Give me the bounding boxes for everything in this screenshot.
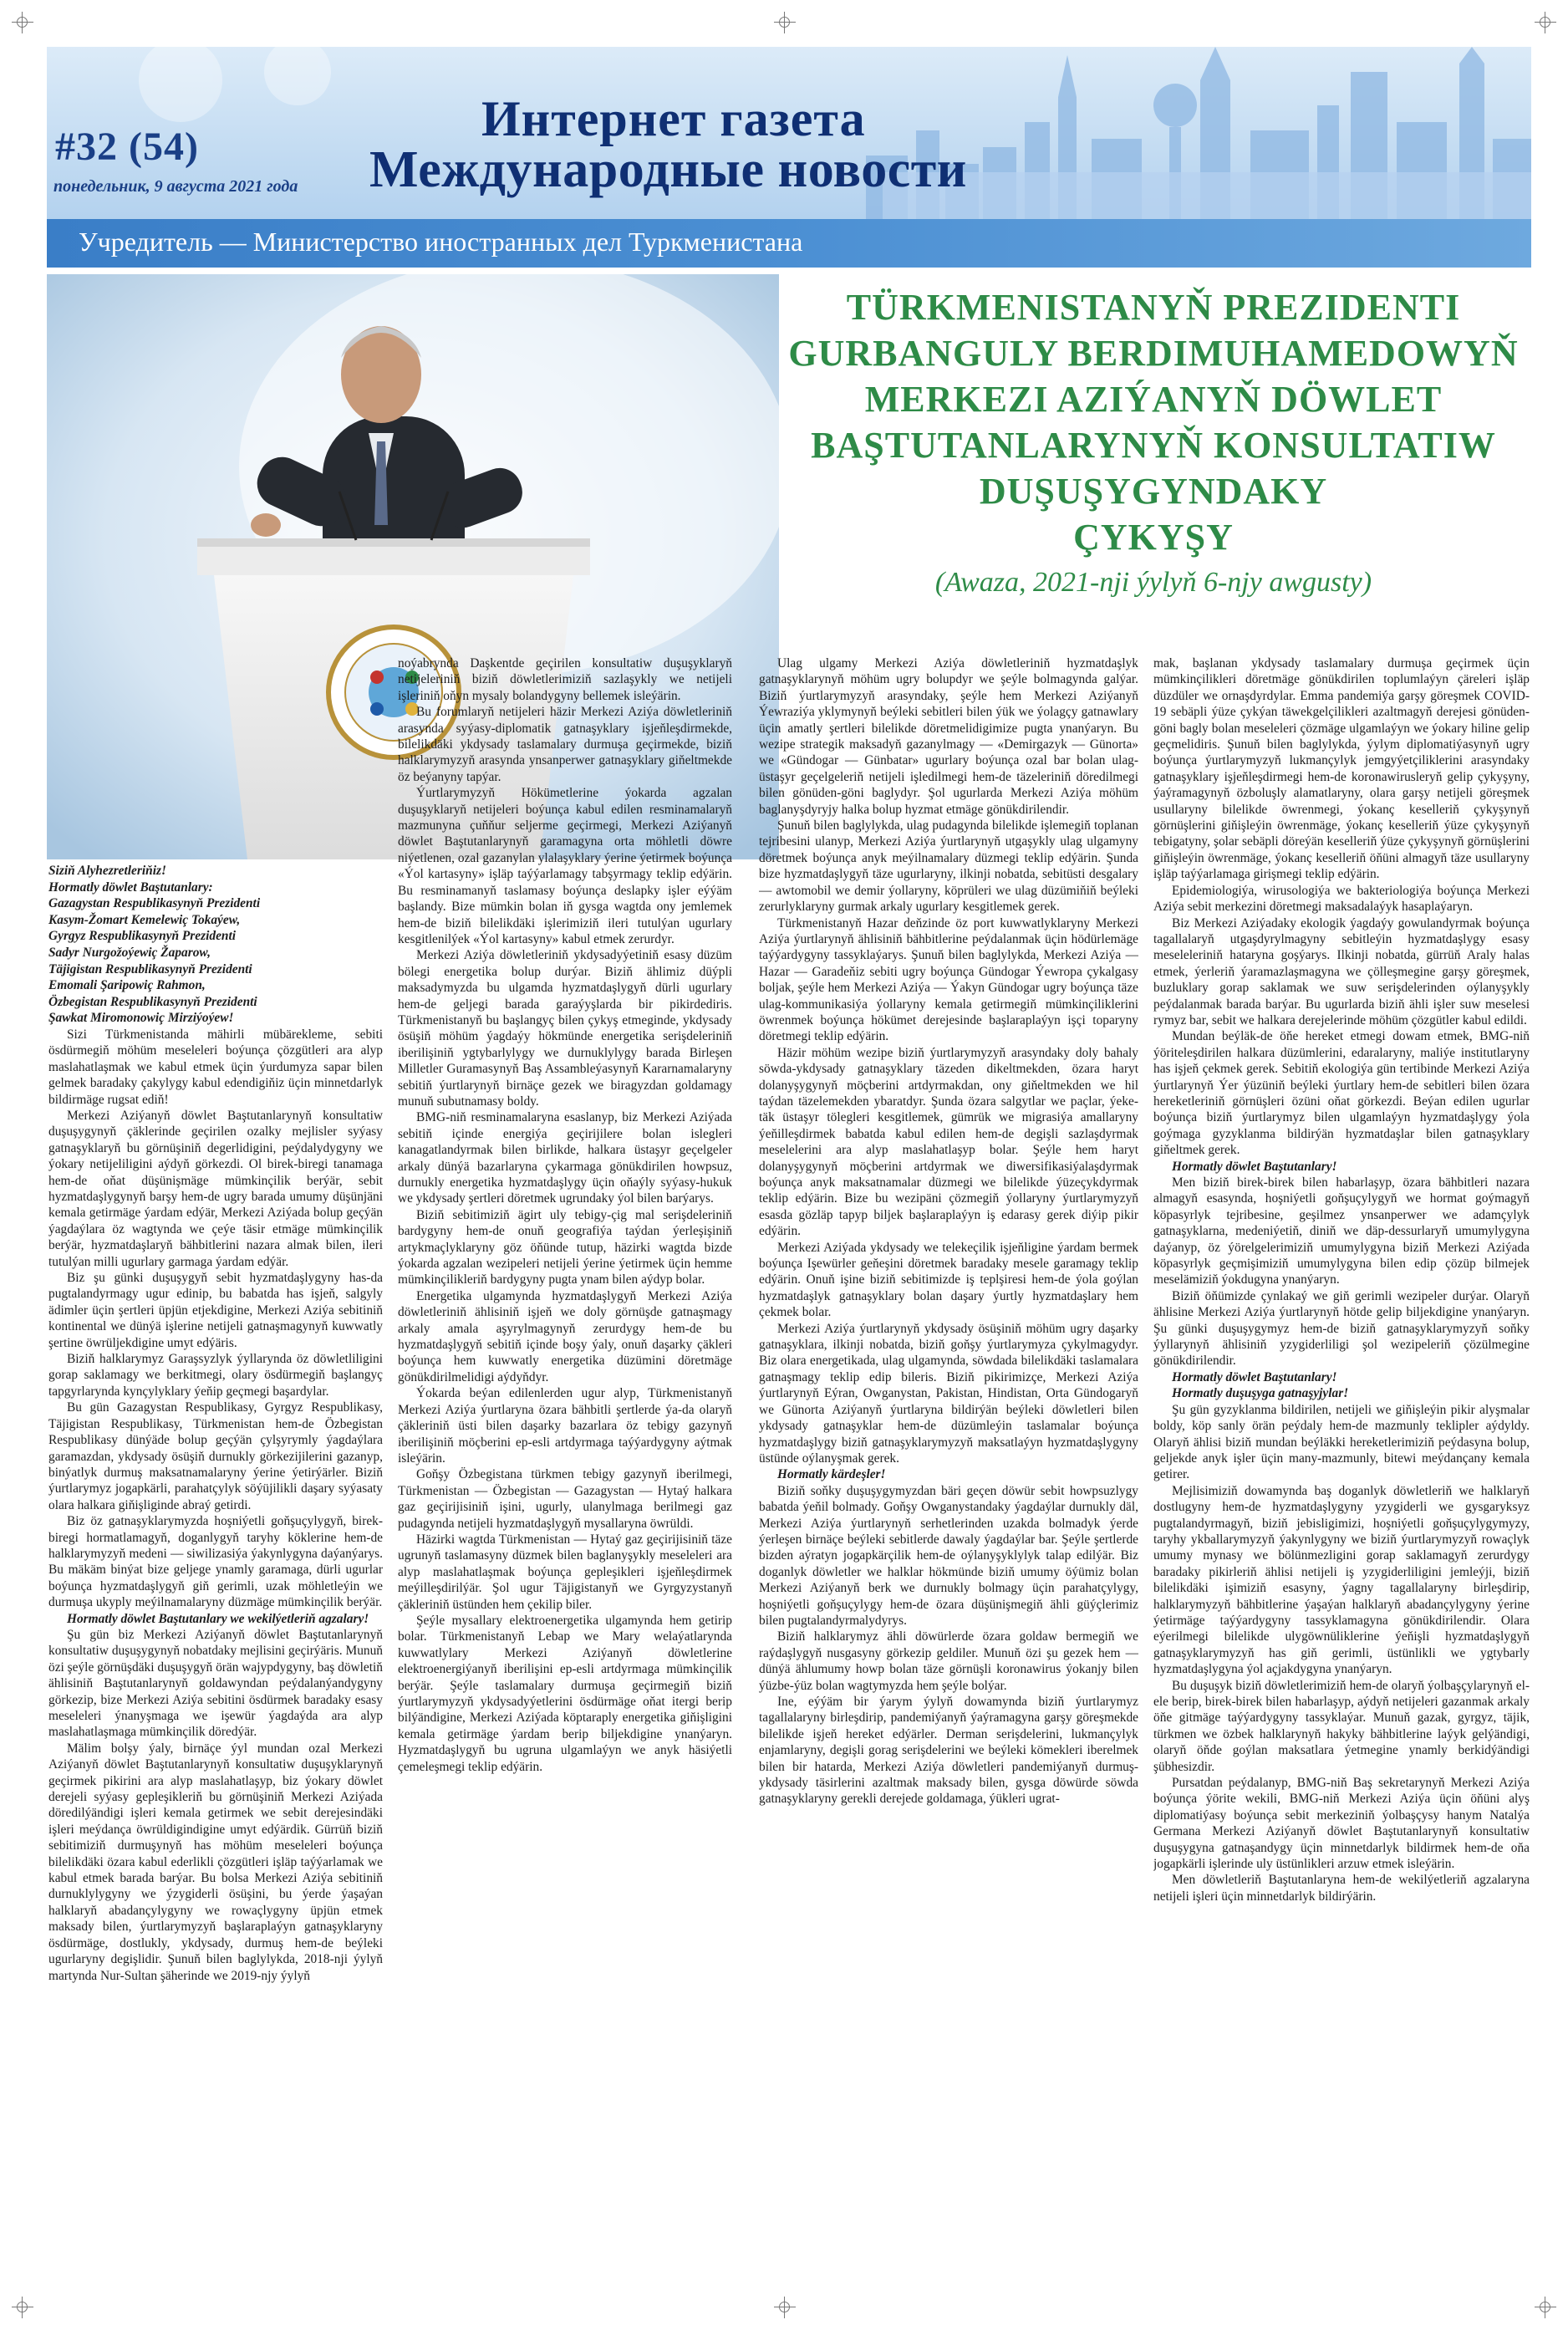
crop-mark: [774, 12, 796, 33]
greeting-line: Hormatly döwlet Baştutanlary:: [48, 879, 213, 895]
greeting-line: Täjigistan Respublikasynyň Prezidenti: [48, 961, 252, 976]
headline-line: GURBANGULY BERDIMUHAMEDOWYŇ: [788, 333, 1519, 374]
greeting-line: Gazagystan Respublikasynyň Prezidenti: [48, 896, 261, 911]
issue-date: понедельник, 9 августа 2021 года: [53, 177, 298, 196]
crop-mark: [12, 2297, 33, 2318]
crop-mark: [12, 12, 33, 33]
article-paragraph: Şeýle mysallary elektroenergetika ulgamynda hem getirip bolar. Türkmenistanyň Lebap we Mary welaýatlarynda kuwwatlylary Merkezi Aziýanyň döwletlerine elektroenergiýanyň iberilişini ep-esli artdyrmaga mümkinçilik berýär. Şeýle taslamalary durmuşa geçirmegiň biziň ýurtlarymyzyň ykdysadyýetlerini ösdürmäge oňat itergi berip bilýändigine, Merkezi Aziýada köptaraply energetika giňişligini kemala getirmäge ýardam berip biljekdigine ynanýaryn. Hyzmatdaşlygyň bu ugruna ulgamlaýyn we anyk häsiýetli çemeleşmegi teklip edýärin.: [398, 1613, 732, 1774]
article-headline: [786, 284, 1521, 599]
greeting-line: Emomali Şaripowiç Rahmon,: [48, 978, 206, 993]
article-paragraph: Biz Merkezi Aziýadaky ekologik ýagdaýy gowulandyrmak boýunça tagallalaryň utgaşdyrylmagyny sebitleýin hyzmatdaşlygy esasy meseleleriniň hataryna goşýarys. Ilkinji nobatda, gürrüň Araly halas etmek, ýerleriň ýaramazlaşmagyna we çölleşmegine garşy göreşmek, buzluklary gorap saklamak we suw serişdelerinden oýlanyşykly peýdalanmak barada barýar. Bu ugurlarda biziň ähli işler suw meselesi rymyz bar, sebit we halkara derejelerinde möhüm çözgütler kabul edildi.: [1153, 915, 1530, 1027]
crop-mark: [1535, 2297, 1556, 2318]
article-paragraph: Merkezi Aziýa ýurtlarynyň ykdysady ösüşiniň möhüm ugry daşarky gatnaşyklara, ilkinji nobatda, biziň goňşy ýurtlarymyza çykylmagydyr. Biz olara energetikada, ulag ulgamynda, söwdada bilelikdäki taslamalara gatnaşmagy teklip edip bileris. Biziň pikirimizçe, Merkezi Aziýa ýurtlarynyň Eýran, Owganystan, Pakistan, Hindistan, Orta Gündogaryň we Günorta Aziýanyň ýurtlaryna bildirýän beýleki döwletleri bilen ykdysady gatnaşyklar hem-de düzümleýin taslamalar boýunça hyzmatdaşlygy biziň gatnaşyklarymyzyň maksatlaýyn hyzmatdaşlygyny üstünde oýlanyşmak gerek.: [759, 1321, 1138, 1466]
headline-line: DUŞUŞYGYNDAKY: [979, 471, 1328, 512]
article-paragraph: Biz öz gatnaşyklarymyzda hoşniýetli goňşuçylygyň, birek-biregi hormatlamagyň, doganlygyň taryhy köklerine hem-de halklarymyzyň medeni — siwilizasiýa ýakynlygyna daýanýarys. Bu mäkäm binýat bize geljege ynamly garamaga, dürli ugurlar boýunça hyzmatdaşlygyň giň gerimli, uzak möhletleýin we durmuşa ukyply meýilnamalaryny düzmäge mümkinçilik berýär.: [48, 1514, 383, 1610]
headline-subtitle: (Awaza, 2021-nji ýylyň 6-njy awgusty): [934, 567, 1372, 598]
article-paragraph: Ýurtlarymyzyň Hökümetlerine ýokarda agzalan duşuşyklaryň netijeleri boýunça kabul edilen resminamalaryň mazmunyna çuňňur seljerme geçirmegi, Merkezi Aziýanyň döwlet Baştutanlarynyň garamagyna orta möhletli döwre niýetlenen, ozal gazanylan ylalaşyklary ýerine ýetirmek boýunça «Ýol kartasyny» işläp taýýarlamagy tabşyrmagy teklip edýärin. Bu resminamanyň taslamasy boýunça deslapky işler eýýäm başlandy. Bize mümkin bolan iň gysga wagtda ony jemlemek hem-de biziň bilelikdäki işlerimiziň ileri tutulýan ugurlary kesgitlenilýek «Ýol kartasyny» kabul etmek zerurdyr.: [398, 786, 732, 946]
article-paragraph: Men döwletleriň Baştutanlaryna hem-de wekilýetleriň agzalaryna netijeli işleri üçin minnetdarlyk bildirýärin.: [1153, 1873, 1530, 1904]
greeting-line: Sadyr Nurgožoýewiç Žaparow,: [48, 945, 211, 960]
article-paragraph: Bu gün Gazagystan Respublikasy, Gyrgyz Respublikasy, Täjigistan Respublikasy, Türkmenistan hem-de Özbegistan Respublikasy dünýäde bolup geçýän çylşyrymly ýagdaýlara garamazdan, ykdysady ösüşiň durnukly görkezijilerini gazanyp, binýatlyk durmuş maksatnamalaryny ýerine ýetirýärler. Biziň ýurtlarymyz jogapkärli, parahatçylyk söýüjilikli daşary syýasaty olara halkara giňişliginde abraý getirdi.: [48, 1400, 383, 1512]
section-salutation: Hormatly döwlet Baştutanlary we wekilýetleriň agzalary!: [67, 1611, 369, 1626]
text-column-2: [398, 655, 732, 2286]
headline-line: MERKEZI AZIÝANYŇ DÖWLET: [864, 379, 1443, 420]
article-paragraph: BMG-niň resminamalaryna esaslanyp, biz Merkezi Aziýada sebitiň içinde energiýa geçirijilere bolan islegleri kanagatlandyrmak bilen birlikde, halkara üstaşyr geçelgeler arkaly dünýä bazarlaryna çykarmaga gönükdirilen howpsuz, durnukly energetika hyzmatdaşlygy üçin oňaýly syýasy-hukuk we ykdysady şertleri döretmek ugrundaky ýol bilen barýarys.: [398, 1110, 732, 1206]
greeting-line: Gyrgyz Respublikasynyň Prezidenti: [48, 929, 237, 944]
article-paragraph: Şu gün biz Merkezi Aziýanyň döwlet Baştutanlarynyň konsultatiw duşuşygynyň nobatdaky mejlisini geçirýäris. Munuň özi şeýle görnüşdäki duşuşygyň örän wajypdygyny, baş döwletiň ählisiniň Baştutanlarynyň goldawyndan peýdalanýandygyny görkezip, bize Merkezi Aziýa sebitini ösdürmek baradaky esasy meseleleri ýnanyşmaga we işewür ýagdaýda ara alyp maslahatlaşmaga mümkinçilik döredýär.: [48, 1627, 383, 1740]
masthead: [47, 47, 1531, 268]
article-paragraph: Mejlisimiziň dowamynda baş doganlyk döwletleriň we halklaryň dostlugyny hem-de hyzmatdaşlygyny yzygiderli we gysgaryksyz pugtalandyrmagyň, biziň jebisligimizi, hoşniýetli goňşuçylygymyzy, taryhy ykballarymyzyň ýakynlygyny we biziň ýurtlarymyzyň rowaçlyk umumy mynasy we bölünmezligini gorap saklamagyň zerurdygy baradaky pikirleriň ählisi netijeli iş yzygiderliligini jemleýji, biziň bilelikdäki işimiziň esasyny, ýagny tagallalaryny birleşdirip, halklarymyzyň bähbitlerine ýaşaýan halklaryň abadançylygyny ýerine ýetirmäge taýýardygyny tassyklamagyna gönükdirilendir. Olara eýerilmegi bilelikde ulygöwnüliklerine ýeňişli hyzmatdaşlygyň gatnaşyklarymyzyň has giň gerimli, üstünlikli we ygtybarly hyzmatdaşlygyna ýol açjakdygyna ynanýaryn.: [1153, 1483, 1530, 1677]
article-paragraph: Energetika ulgamynda hyzmatdaşlygyň Merkezi Aziýa döwletleriniň ählisiniň işjeň we doly görnüşde gatnaşmagy arkaly amala aşyrylmagynyň zerurdygy hem-de bu hyzmatdaşlygyň sebitiň içinde boşy ýaly, onuň daşarky çäkleri boýunça hem kuwwatly energetika düzümini döretmäge gönükdirilmelidigi aýdyňdyr.: [398, 1288, 732, 1384]
article-paragraph: Häzirki wagtda Türkmenistan — Hytaý gaz geçirijisiniň täze ugrunyň taslamasyny düzmek bilen baglanyşykly meseleleri ara alyp maslahatlaşmak boýunça gepleşikleri işjeňleşdirmek meýilleşdirilýär. Şol ugur Täjigistanyň we Gyrgyzystanyň çäkleriniň üstünden hem çekilip biler.: [398, 1532, 732, 1612]
article-paragraph: Men biziň birek-birek bilen habarlaşyp, özara bähbitleri nazara almagyň esasynda, hoşniýetli goňşuçylygyň we hormat goýmagyň köpasyrlyk tejribesine, geşilmez ynsanperwer we adamçylyk gatnaşyklarna, medeniýetiň, diniň we däp-dessurlaryň umumylygyna daýanyp, öz ýörelgelerimiziň umumylygyna biziň Merkezi Aziýada köpasyrlyk geçmişimiziň umumylygyna bilen edip çözüp bilmejek meselämiziň ýokdugyna ynanýaryn.: [1153, 1175, 1530, 1287]
article-paragraph: Biz şu günki duşuşygyň sebit hyzmatdaşlygyny has-da pugtalandyrmagy ugur edinip, bu babatda has işjeň, salgyly ädimler üçin şertleri üpjün etjekdigine, Merkezi Aziýa sebitiniň kontinental we dünýä işlerine netijeli gatnaşmagynyň kuwwatly şertine öwrüljekdigine umyt edýäris.: [48, 1271, 383, 1350]
section-salutation: Hormatly döwlet Baştutanlary!: [1172, 1369, 1337, 1384]
section-salutation: Hormatly döwlet Baştutanlary!: [1172, 1159, 1337, 1174]
article-paragraph: Türkmenistanyň Hazar deňzinde öz port kuwwatlyklaryny Merkezi Aziýa ýurtlarynyň ählisiniň bähbitlerine peýdalanmak üçin hödürlemäge taýýardygyny tassyklaýarys. Şunuň bilen baglylykda, Merkezi Aziýa — Hazar — Garadeňiz sebiti ugry boýunça Gündogar Ýewropa çykalgasy boljak, şeýle hem Merkezi Aziýa — Ýakyn Gündogar ugry boýunça täze ulag-kommunikasiýa ýollaryny kemala getirmegiň mümkinçiliklerini öwrenmek boýunça hökümet derejesinde başlaraplaýyn işçi toparyny döretmegi teklip edýärin.: [759, 915, 1138, 1044]
article-paragraph: Biziň sebitimiziň ägirt uly tebigy-çig mal serişdeleriniň bardygyny hem-de onuň geografiýa taýdan ýerleşişiniň artykmaçlyklaryny göz öňünde tutup, häzirki wagtda bizde ýokarda agzalan wezipeleri netijeli ýerine ýetirmek üçin hemme mümkinçilikleriň bardygyny pugta ynam bilen aýdyp bolar.: [398, 1207, 732, 1287]
crop-mark: [1535, 12, 1556, 33]
article-paragraph: Şu gün gyzyklanma bildirilen, netijeli we giňişleýin pikir alyşmalar boldy, köp sanly örän peýdaly hem-de mazmunly teklipler aýdyldy. Olaryň ählisi biziň mundan beýläkki hereketlerimiziň peýdasyna bolup, geljekde anyk işler üçin many-mazmunly, bitewi meýdançany kemala getirer.: [1153, 1402, 1530, 1482]
headline-line: BAŞTUTANLARYNYŇ KONSULTATIW: [811, 425, 1496, 466]
headline-line: TÜRKMENISTANYŇ PREZIDENTI: [846, 287, 1461, 328]
article-paragraph: Merkezi Aziýanyň döwlet Baştutanlarynyň konsultatiw duşuşygynyň çäklerinde geçirilen ozalky mejlisler syýasy gatnaşyklaryň bu görnüşiniň degerlidigini, peýdalydygyny we ýokary netijeliligini aýdyň görkezdi. Ol birek-biregi tanamaga hem-de oňat düşünişmäge mümkinçilik berýär, sebit hyzmatdaşlygynyň barşy hem-de ugry barada umumy düşünjäni kemala getirmäge ýardam edýär, Merkezi Aziýada bolup geçýän ýagdaýlara öz wagtynda we çeýe täsir etmäge mümkinçilik berýär, hyzmatdaşlaryň bähbitlerini nazara almak bilen, ileri tutulýan milli ugurlary garmaga ýardam edýär.: [48, 1108, 383, 1269]
article-paragraph: Biziň halklarymyz ähli döwürlerde özara goldaw bermegiň we raýdaşlygyň nusgasyny görkezip geldiler. Munuň özi şu gezek hem — dünýä ählumumy howp bolan täze görnüşli koronawirus ýokanjy bilen ýüzbe-ýüz bolan wagtymyzda hem şeýle bolýar.: [759, 1629, 1138, 1693]
article-paragraph: Pursatdan peýdalanyp, BMG-niň Baş sekretarynyň Merkezi Aziýa boýunça ýörite wekili, BMG-niň Merkezi Aziýa üçin öňüni alyş diplomatiýasy boýunça sebit merkeziniň ýolbaşçysy hanym Natalýa Germana Merkezi Aziýanyň döwlet Baştutanlarynyň konsultatiw duşuşygyna gatnaşandygy üçin minnetdarlyk bildirmek hem-de oňa jogapkärli işlerinde uly üstünlikleri arzuw etmek isleýärin.: [1153, 1776, 1530, 1872]
article-paragraph: Mälim bolşy ýaly, birnäçe ýyl mundan ozal Merkezi Aziýanyň döwlet Baştutanlarynyň konsultatiw duşuşyklarynyň geçirmek pikirini ara alyp maslahatlaşyp, biz ýokary döwlet derejeli syýasy gepleşikleriň bu görnüşiniň Merkezi Aziýada döredilýändigi işleri kemala getirmek we sebit derejesindäki işleri meýdança öwrüldigindigine umyt edýärdik. Gürrüň biziň sebitimiziň durmuşynyň has möhüm meseleleri boýunça bilelikdäki özara kabul ederlikli çözgütleri işläp taýýarlamak we kabul etmek barada barýar. Bu bolsa Merkezi Aziýa sebitiniň durnuklylygyny we ýzygiderli ösüşini, bu ýerde ýaşaýan halklaryň abadançylygyny we rowaçlygyny üpjün etmek maksady bilen, ýurtlarymyzyň başlaraplaýyn gatnaşyklaryny ösdürmäge, dostlukly, ykdysady, durmuş hem-de beýleki ugurlaryny degişlidir. Şunuň bilen baglylykda, 2018-nji ýylyň martynda Nur-Sultan şäherinde we 2019-njy ýylyň: [48, 1741, 383, 1983]
headline-line: ÇYKYŞY: [1073, 517, 1234, 558]
greeting-block: [48, 863, 383, 1027]
column-paragraphs: [398, 655, 732, 1775]
text-column-3: [759, 655, 1138, 2286]
crop-mark: [774, 2297, 796, 2318]
founder-line: Учредитель — Министерство иностранных дел Туркменистана: [79, 227, 803, 257]
article-paragraph: noýabrynda Daşkentde geçirilen konsultatiw duşuşyklaryň netijeleriniň biziň döwletlerimiziň sazlaşykly we netijeli işleriniň oňyn mysaly bolandygyny bellemek isleýärin.: [398, 656, 732, 703]
article-paragraph: Mundan beýläk-de öňe hereket etmegi dowam etmek, BMG-niň ýöriteleşdirilen halkara düzümlerini, edaralaryny, maliýe institutlaryny has işjeň çekmek gerek. Sebitiň ekologiýa gün tertibinde Merkezi Aziýa ýurtlarynyň Ýer ýüzüniň beýleki ýurtlary hem-de sebitleri bilen özara hereketleriniň görnüşleri özüni oňat görkezdi. Beýan edilen ugurlar boýunça biziň ýurtlarymyz bilen ulgamlaýyn hyzmatdaşlygy ýola goýmaga gyzyklanma bildirýän hyzmatdaşlar bilen gatnaşyklary giňeltmek gerek.: [1153, 1029, 1530, 1158]
section-salutation: Hormatly kärdeşler!: [777, 1467, 886, 1482]
article-paragraph: Bu duşuşyk biziň döwletlerimiziň hem-de olaryň ýolbaşçylarynyň el-ele berip, birek-birek bilen habarlaşyp, aýdyň netijeleri gazanmak arkaly öňe gitmäge taýýardygyny tassyklaýar. Munuň gazak, gyrgyz, täjik, türkmen we özbek halklarynyň hakyky bähbitlerine laýyk gelýändigi, olaryň öňde goýlan maksatlara ýetmegine ynamly berkidýändigi şübhesizdir.: [1153, 1678, 1530, 1774]
newspaper-title-line2: Международные новости: [369, 141, 967, 198]
text-column-4: [1153, 655, 1530, 2286]
article-paragraph: Ýokarda beýan edilenlerden ugur alyp, Türkmenistanyň Merkezi Aziýa ýurtlaryna özara bähbitli şertlerde ýa-da olaryň çäkleriniň üsti bilen daşarky bazarlara öz tebigy gazynyň iberilişiniň möçberini ep-esli artdyrmaga taýýardygyny aýtmak isleýärin.: [398, 1386, 732, 1466]
greeting-line: Özbegistan Respublikasynyň Prezidenti: [48, 994, 257, 1009]
newspaper-title-line1: Интернет газета: [481, 91, 866, 146]
column-paragraphs: [1153, 655, 1530, 1904]
article-paragraph: Merkezi Aziýa döwletleriniň ykdysadyýetiniň esasy düzüm bölegi energetika bolup durýar. Biziň ählimiz düýpli maksadymyzda bu ulgamda hyzmatdaşlygyň dürli ugurlary hem-de geljegi barada garaýyşlarda bir pikirdediris. Türkmenistanyň bu başlangyç bilen çykyş etmeginde, ykdysady ösüşiň möhüm ýagdaýy hökmünde energetika serişdeleriniň iberilişiniň ygtybarlylygy we durnuklylygy barada Birleşen Milletler Guramasynyň Baş Assambleýasynyň Kararnamalaryny sebitiň ýurtlarynyň birnäçe gezek we biragyzdan goldamagy munuň subutnamasy boldy.: [398, 948, 732, 1109]
column-paragraphs: [48, 1027, 383, 1984]
column-paragraphs: [759, 655, 1138, 1807]
article-paragraph: Bu forumlaryň netijeleri häzir Merkezi Aziýa döwletleriniň arasynda syýasy-diplomatik gatnaşyklary işjeňleşdirmekde, bilelikdäki ykdysady taslamalary durmuşa geçirmekde, biziň halklarymyzyň arasynda ynsanperwer gatnaşyklary giňeltmekde öz beýanyny tapýar.: [398, 705, 732, 784]
article-paragraph: Sizi Türkmenistanda mähirli mübärekleme, sebiti ösdürmegiň möhüm meseleleri boýunça çözgütleri ara alyp maslahatlaşmak we kabul etmek üçin ýurdumyza sapar bilen gelmek baradaky çakylygy kabul edendigiňiz üçin minnetdarlyk bildirmäge rugsat ediň!: [48, 1027, 383, 1107]
article-paragraph: Biziň soňky duşuşygymyzdan bäri geçen döwür sebit howpsuzlygy babatda ýeňil bolmady. Goňşy Owganystandaky ýagdaýlar durnukly däl, Merkezi Aziýa ýurtlarynyň serhetlerinden uzakda bolmadyk ýerde ýerleşen birnäçe beýleki sebitlerde dawaly ýagdaýlar bar. Şeýle şertlerde bizden aýratyn jogapkärçilik hem-de oýlanyşyklylyk talap edilýär. Biz doganlyk döwletler we halklar hökmünde biziň umumy öýümiz bolan Merkezi Aziýanyň berk we durnukly bolmagy üçin parahatçylygy, hoşniýetli goňşuçylygy hem-de özara düşünişmegiň ähli güýçlerimiz bilen pugtalandyrmalydyrys.: [759, 1483, 1138, 1628]
section-salutation: Hormatly duşuşyga gatnaşyjylar!: [1172, 1386, 1349, 1401]
article-paragraph: Goňşy Özbegistana türkmen tebigy gazynyň iberilmegi, Türkmenistan — Özbegistan — Gazagystan — Hytaý halkara gaz geçirijisiniň işini, ugurly, ulanylmaga berilmegi gaz pudagynda netijeli hyzmatdaşlygyň mysallaryna öwrüldi.: [398, 1467, 732, 1531]
article-paragraph: Merkezi Aziýada ykdysady we telekeçilik işjeňligine ýardam bermek boýunça Işewürler geňeşini döretmek baradaky mesele garamagy teklip edýärin. Onuň işine biziň sebitimizde iş teplşiresi hem-de ýola goýlan hyzmatdaşlyk gatnaşyklary bolan daşary ýurtly hyzmatdaşlary hem çekmek bolar.: [759, 1240, 1138, 1320]
article-paragraph: Ine, eýýäm bir ýarym ýylyň dowamynda biziň ýurtlarymyz tagallalaryny birleşdirip, pandemiýanyň ýaýramagyna garşy göreşmekde bilelikde işjeň hereket edýärler. Derman serişdelerini, lukmançylyk enjamlaryny, degişli gorag serişdelerini we beýleki kömekleri iberelmek bilen bir hatarda, Merkezi Aziýa döwletleri pandemiýanyň durmuş-ykdysady täsirlerini azaltmak maksady bilen, gysga döwürde söwda gatnaşyklaryny gerekli derejede goldamaga, ýükleri ugrat-: [759, 1695, 1138, 1807]
article-paragraph: mak, başlanan ykdysady taslamalary durmuşa geçirmek üçin mümkinçilikleri döretmäge gönükdirilen toplumlaýyn çäreleri işläp düzdüler we ornaşdyrdylar. Emma pandemiýa garşy göreşmek COVID-19 sebäpli ýüze çykýan täwekgelçilikleri azaltmagyň derejesi gönüden-göni bagly bolan meseleleri çözmäge ulgamlaýyn we ýokary hiline gelip geçmelidiris. Şunuň bilen baglylykda, ýylym diplomatiýasynyň ugry boýunça ýurtlarymyzyň lukmançylyk jemgyýetçiliklerini arasyndaky gatnaşyklary işjeňleşdirmegi hem-de koronawirusleryň gelip çykyşyny, ýaýramagynyň özboluşly alamatlaryny, olara garşy netijeli göreşmek usullaryny bilelikde öwrenmegi, ýokanç keselleriň çykyşynyň görnüşlerini giňişleýin öwrenmäge, ýokanç keselleriň ýüze çykyşynyň tebigatyny, şolar sebäpli döreýän keselleriň ýüze çykyşynyň görnüşlerini giňişleýin öwrenmäge, ýokanç keselleriň öňüni almagyň täze usullaryny işläp taýýarlamaga girişmegi teklip edýärin.: [1153, 656, 1530, 882]
article-paragraph: Häzir möhüm wezipe biziň ýurtlarymyzyň arasyndaky doly bahaly söwda-ykdysady gatnaşyklary täzeden dikeltmekden, özara haryt dolanyşygynyň möçberini artdyrmakdan, ony giňeltmekden we hil taýdan täzelemekden ybaratdyr. Şunda özara salgytlar we paçlar, ýeke-täk üstaşyr tölegleri kesgitlemek, gümrük we migrasiýa amallaryny ýeňilleşdirmek babatda kabul edilen hem-de degişli sazlaşdyrmak meselelerini ara alyp maslahatlaşyp bolar. Şeýle hem haryt dolanyşygynyň möçberini artdyrmak we diwersifikasiýalaşdyrmak boýunça anyk maksatnamalar düzmegi we bilelikde ýüzeçykdyrmak teklip edýärin. Bize bu wezipäni çözmegiň ýollaryny ýurtlarymyzyň esasda gözläp tapyp biljek başlaraplaýyn iş edarasy gerek diýip pikir edýärin.: [759, 1045, 1138, 1239]
article-paragraph: Şunuň bilen baglylykda, ulag pudagynda bilelikde işlemegiň toplanan tejribesini ulanyp, Merkezi Aziýa ýurtlarynyň utgaşykly ulag ulgamyny döretmek boýunça anyk meýilnamalary düzmegi teklip edýärin. Şunda bize hyzmatdaşlygyň täze ugurlaryny, ilkinji nobatda, sebitüsti desgalary — awtomobil we demir ýollaryny, köprüleri we ulag düzümiňiň beýleki zerurlyklaryny gurmak arkaly ugurlary kesgitlemek gerek.: [759, 818, 1138, 915]
greeting-line: Şawkat Miromonowiç Mirziýoýew!: [48, 1011, 234, 1026]
article-paragraph: Ulag ulgamy Merkezi Aziýa döwletleriniň hyzmatdaşlyk gatnaşyklarynyň möhüm ugry bolupdyr we şeýle bolmagyndа galýar. Biziň ýurtlarymyzyň arasyndaky, şeýle hem Merkezi Aziýanyň Ýewraziýa yklymynyň beýleki sebitleri bilen ýük we ýolagçy gatnawlary üçin amatly şertleri bilelikde döretmelidigimize pugta ynanýaryn. Bu wezipe strategik maksadyň gazanylmagy — «Demirgazyk — Günorta» we «Gündogar — Günbatar» ugurlary boýunça ozal bar bolan ulag-üstaşyr geçelgeleriň netijeli işledilmegi hem-de täzeleriniň döredilmegi bilen gönüden-göni baglydyr. Şol ugurlarda Merkezi Aziýa möhüm baglanyşdyryjy halka bolup hyzmat etmäge gönükdirilendir.: [759, 656, 1138, 817]
article-paragraph: Epidemiologiýa, wirusologiýa we bakteriologiýa boýunça Merkezi Aziýa sebit merkezini döretmegi maksadalaýyk hasaplaýaryn.: [1153, 883, 1530, 915]
greeting-line: Kasym-Žomart Kemelewiç Tokaýew,: [48, 912, 241, 927]
issue-number: #32 (54): [55, 125, 199, 169]
article-paragraph: Biziň halklarymyz Garaşsyzlyk ýyllarynda öz döwletliligini gorap saklamagy we berkitmegi, olary ösdürmegiň başlangyç tapgyrlarynda kynçylyklary ýeňip geçmegi başardylar.: [48, 1352, 383, 1399]
article-paragraph: Biziň öňümizde çynlakaý we giň gerimli wezipeler durýar. Olaryň ählisine Merkezi Aziýa ýurtlarynyň hötde gelip biljekdigine ynanýaryn. Şu günki duşuşygymyz hem-de biziň gatnaşyklarymyzyň soňky ýyllarynyň ählisiniň yzygiderliligi şol wezipeleriň çözülmegine gönükdirilendir.: [1153, 1288, 1530, 1369]
greeting-line: Siziň Alyhezretleriňiz!: [48, 864, 166, 878]
text-column-1: [48, 863, 383, 2284]
